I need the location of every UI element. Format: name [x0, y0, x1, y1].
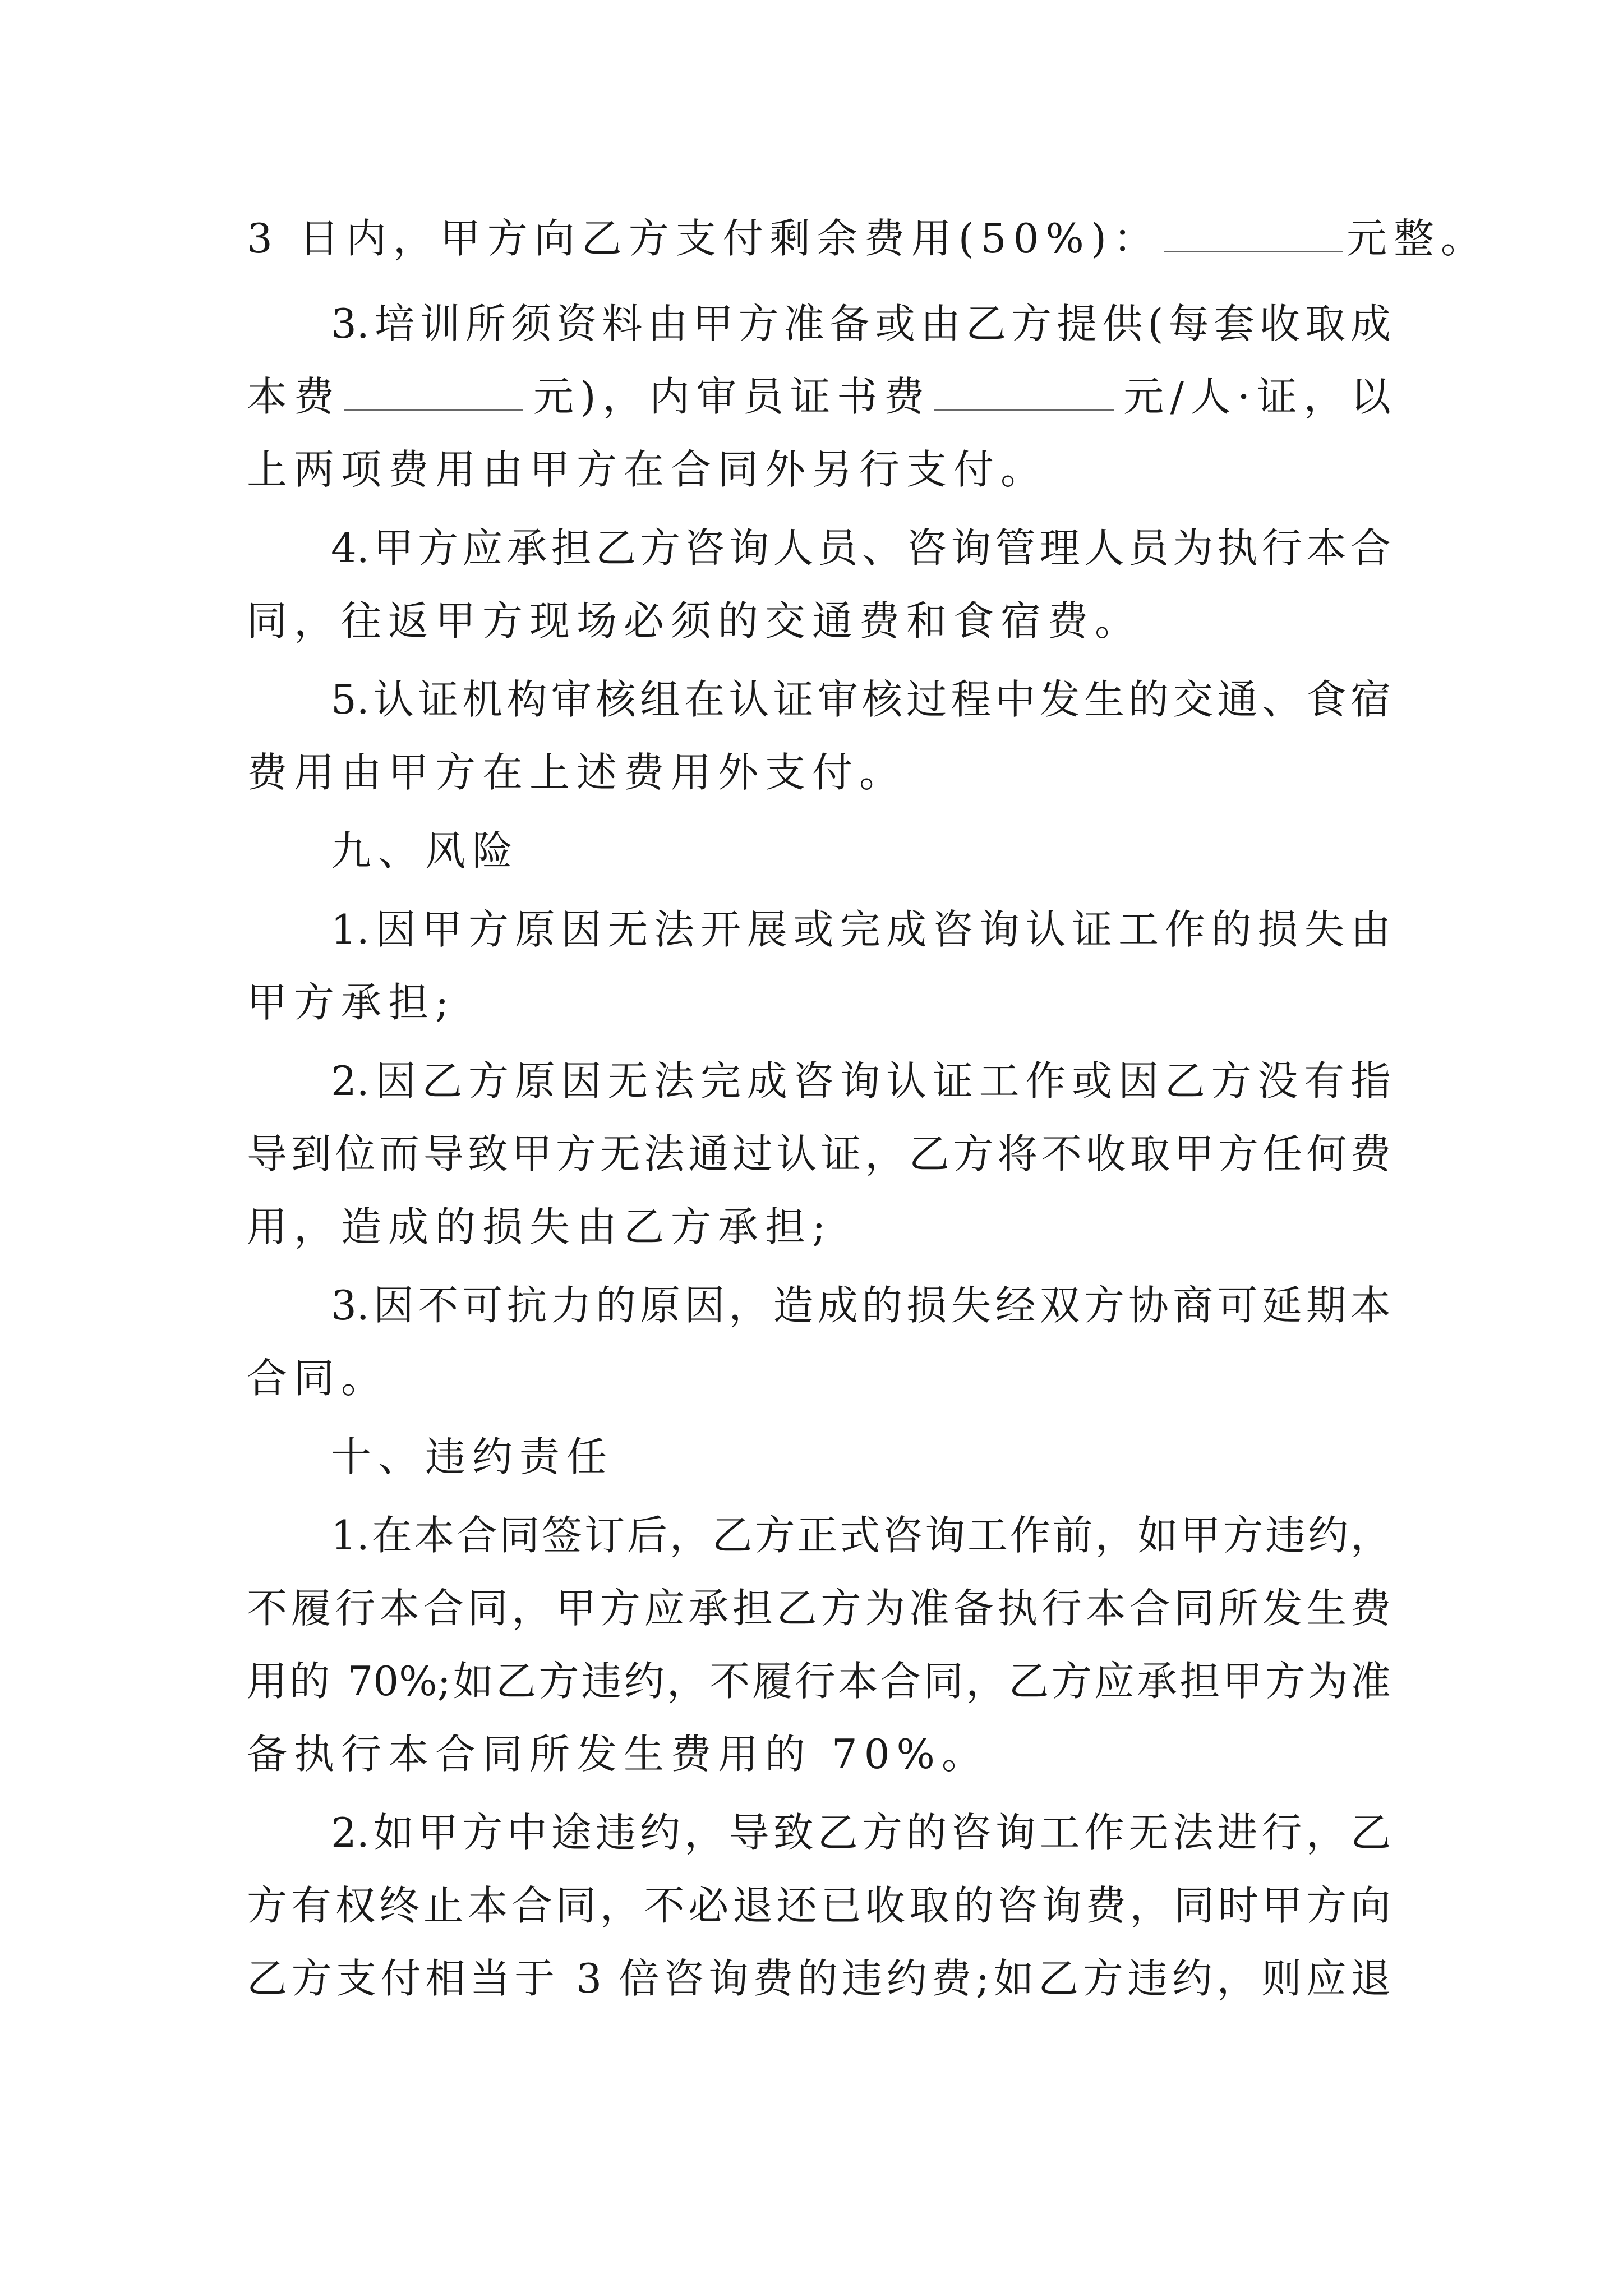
text-segment: 上两项费用由甲方在合同外另行支付。: [247, 446, 1048, 493]
text-segment: 本费: [247, 373, 341, 420]
text-line: [247, 1580, 1391, 1636]
text-line: [247, 1053, 1391, 1109]
text-line: [247, 974, 455, 1030]
text-line: [247, 1350, 388, 1406]
text-line: [247, 1126, 1391, 1182]
text-line: [247, 1805, 1391, 1861]
text-line: [247, 1199, 832, 1255]
text-line: [247, 593, 1142, 649]
fill-in-blank: [1164, 211, 1343, 252]
text-line: [247, 520, 1391, 576]
text-segment: 元)，内审员证书费: [527, 373, 931, 420]
text-line: [247, 744, 906, 800]
text-segment: 3 日内，甲方向乙方支付剩余费用(50%)：: [247, 215, 1160, 262]
text-line: [247, 1726, 989, 1782]
text-segment: 同，往返甲方现场必须的交通费和食宿费。: [247, 597, 1142, 645]
text-segment: 十、违约责任: [331, 1433, 614, 1480]
fill-in-blank: [934, 369, 1114, 411]
text-segment: 2.如甲方中途违约，导致乙方的咨询工作无法进行，乙: [331, 1809, 1391, 1856]
text-segment: 用的 70%;如乙方违约，不履行本合同，乙方应承担甲方为准: [247, 1658, 1391, 1705]
text-segment: 3.因不可抗力的原因，造成的损失经双方协商可延期本: [331, 1282, 1391, 1329]
text-segment: 用，造成的损失由乙方承担;: [247, 1203, 833, 1250]
text-segment: 合同。: [247, 1355, 389, 1402]
text-line: [247, 1950, 1391, 2007]
text-segment: 1.在本合同签订后，乙方正式咨询工作前，如甲方违约，: [331, 1512, 1391, 1559]
text-line: [247, 369, 1391, 425]
text-line: [247, 296, 1391, 352]
text-line: [247, 1878, 1391, 1934]
text-segment: 不履行本合同，甲方应承担乙方为准备执行本合同所发生费: [247, 1585, 1391, 1632]
text-segment: 导到位而导致甲方无法通过认证，乙方将不收取甲方任何费: [247, 1130, 1391, 1177]
text-segment: 费用由甲方在上述费用外支付。: [247, 749, 907, 796]
text-segment: 4.甲方应承担乙方咨询人员、咨询管理人员为执行本合: [331, 524, 1391, 572]
text-line: [247, 823, 519, 879]
text-segment: 元/人·证，以: [1117, 373, 1391, 420]
text-segment: 备执行本合同所发生费用的 70%。: [247, 1731, 989, 1778]
text-segment: 2.因乙方原因无法完成咨询认证工作或因乙方没有指: [331, 1057, 1391, 1105]
fill-in-blank: [344, 369, 523, 411]
text-segment: 3.培训所须资料由甲方准备或由乙方提供(每套收取成: [331, 300, 1391, 347]
text-line: [247, 1507, 1391, 1563]
text-segment: 1.因甲方原因无法开展或完成咨询认证工作的损失由: [331, 906, 1391, 953]
text-line: [247, 1653, 1391, 1709]
text-line: [247, 1429, 614, 1485]
text-segment: 5.认证机构审核组在认证审核过程中发生的交通、食宿: [331, 676, 1391, 723]
text-line: [247, 210, 1488, 266]
text-line: [247, 671, 1391, 728]
text-segment: 九、风险: [331, 827, 520, 875]
text-segment: 甲方承担;: [247, 979, 456, 1026]
text-segment: 方有权终止本合同，不必退还已收取的咨询费，同时甲方向: [247, 1882, 1391, 1929]
text-line: [247, 901, 1391, 958]
text-segment: 乙方支付相当于 3 倍咨询费的违约费;如乙方违约，则应退: [247, 1955, 1391, 2002]
text-line: [247, 441, 1048, 498]
text-line: [247, 1277, 1391, 1333]
text-segment: 元整。: [1346, 215, 1488, 262]
